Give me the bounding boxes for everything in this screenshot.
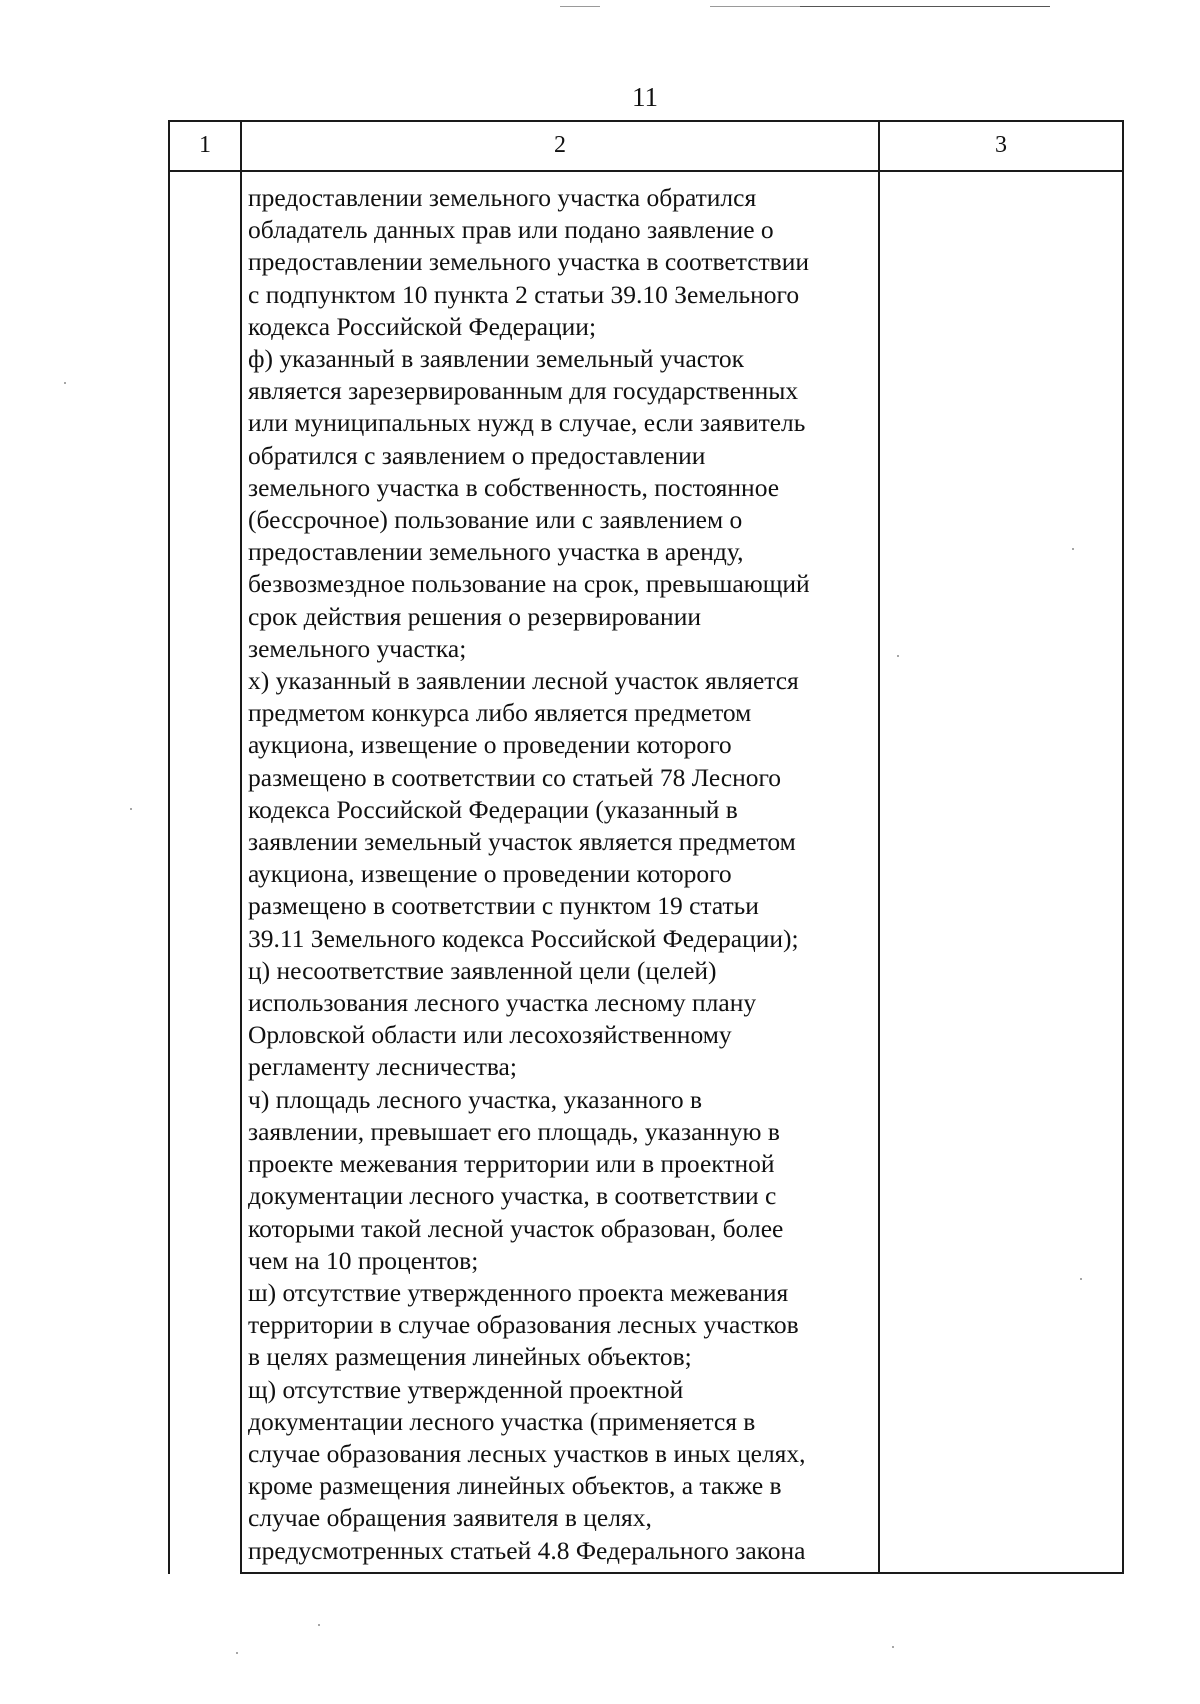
column-divider-1 — [240, 120, 242, 1574]
text-line: размещено в соответствии с пунктом 19 статьи — [248, 891, 759, 921]
text-line: ч) площадь лесного участка, указанного в — [248, 1084, 703, 1114]
text-line: кроме размещения линейных объектов, а также в — [248, 1471, 782, 1501]
text-line: заявлении земельный участок является предметом — [248, 827, 796, 857]
text-line: предоставлении земельного участка обратился — [248, 183, 757, 212]
text-line: ш) отсутствие утвержденного проекта межевания — [248, 1277, 789, 1307]
text-line: или муниципальных нужд в случае, если заявитель — [248, 408, 806, 438]
text-line: случае обращения заявителя в целях, — [248, 1503, 652, 1533]
text-line: безвозмездное пользование на срок, превышающий — [248, 569, 810, 599]
page-number: 11 — [632, 82, 658, 112]
scan-speck — [64, 382, 66, 384]
text-line: аукциона, извещение о проведении которого — [248, 859, 732, 889]
text-line: кодекса Российской Федерации (указанный в — [248, 794, 738, 824]
text-line: ц) несоответствие заявленной цели (целей) — [248, 955, 717, 985]
scan-speck — [318, 1624, 320, 1626]
header-cell-col-1: 1 — [199, 132, 211, 158]
text-line: проекте межевания территории или в проектной — [248, 1149, 775, 1179]
text-line: земельного участка в собственность, постоянное — [248, 472, 780, 502]
body-cell-col-2-text — [248, 182, 823, 1567]
text-line: которыми такой лесной участок образован, более — [248, 1213, 784, 1243]
scan-speck — [236, 1652, 238, 1654]
text-line: обладатель данных прав или подано заявление о — [248, 215, 774, 245]
text-line: использования лесного участка лесному плану — [248, 988, 757, 1018]
text-line: является зарезервированным для государственных — [248, 376, 799, 406]
text-line: предоставлении земельного участка в соответствии — [248, 247, 809, 277]
text-line: кодекса Российской Федерации; — [248, 311, 597, 341]
text-line: заявлении, превышает его площадь, указанную в — [248, 1116, 780, 1146]
table-bottom-border — [240, 1572, 1124, 1574]
text-line: аукциона, извещение о проведении которого — [248, 730, 732, 760]
scan-speck — [1072, 548, 1074, 550]
text-line: предметом конкурса либо является предметом — [248, 698, 752, 728]
scan-speck — [897, 655, 899, 657]
text-line: срок действия решения о резервировании — [248, 601, 701, 631]
text-line: (бессрочное) пользование или с заявлением о — [248, 505, 743, 535]
column-divider-2 — [878, 120, 880, 1574]
text-line: 39.11 Земельного кодекса Российской Федерации); — [248, 923, 799, 953]
text-line: территории в случае образования лесных участков — [248, 1310, 799, 1340]
text-line: с подпунктом 10 пункта 2 статьи 39.10 Земельного — [248, 279, 800, 309]
text-line: документации лесного участка, в соответствии с — [248, 1181, 777, 1211]
text-line: в целях размещения линейных объектов; — [248, 1342, 692, 1372]
text-line: предусмотренных статьей 4.8 Федерального закона — [248, 1535, 806, 1565]
document-table — [168, 120, 1124, 1574]
text-line: х) указанный в заявлении лесной участок является — [248, 666, 799, 696]
text-line: размещено в соответствии со статьей 78 Лесного — [248, 762, 782, 792]
text-line: документации лесного участка (применяется в — [248, 1406, 756, 1436]
text-line: чем на 10 процентов; — [248, 1245, 479, 1275]
text-line: случае образования лесных участков в иных целях, — [248, 1438, 806, 1468]
header-cell-col-3: 3 — [995, 132, 1007, 158]
text-line: предоставлении земельного участка в аренду, — [248, 537, 744, 567]
scan-speck — [130, 808, 132, 810]
text-line: Орловской области или лесохозяйственному — [248, 1020, 732, 1050]
table-left-border — [168, 120, 170, 1574]
scan-artifact-line — [800, 6, 1050, 7]
text-line: обратился с заявлением о предоставлении — [248, 440, 706, 470]
text-line: ф) указанный в заявлении земельный участок — [248, 344, 745, 374]
scan-artifact-line — [560, 6, 600, 7]
text-line: щ) отсутствие утвержденной проектной — [248, 1374, 684, 1404]
header-cell-col-2: 2 — [554, 132, 566, 158]
scan-speck — [892, 1646, 894, 1648]
scan-speck — [1080, 1278, 1082, 1280]
table-right-border — [1122, 120, 1124, 1574]
text-line: регламенту лесничества; — [248, 1052, 517, 1082]
text-line: земельного участка; — [248, 633, 467, 663]
scan-artifact-line — [710, 6, 800, 7]
table-header-divider — [168, 170, 1124, 172]
